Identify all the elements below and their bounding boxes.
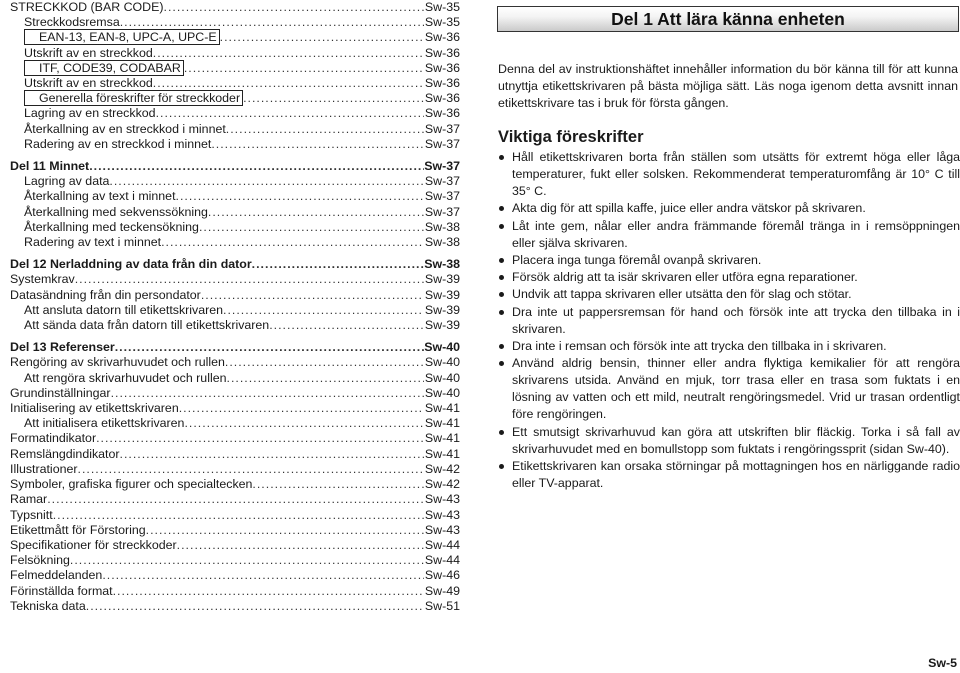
toc-entry bbox=[10, 189, 460, 204]
toc-dot-leader bbox=[208, 205, 424, 220]
toc-page-ref: Sw-41 bbox=[424, 446, 460, 461]
toc-entry-title: Att sända data från datorn till etikettskrivaren bbox=[24, 318, 270, 333]
toc-entry bbox=[10, 584, 460, 599]
toc-entry-title: Datasändning från din persondator bbox=[10, 287, 201, 302]
chapter-title: Del 1 Att lära känna enheten bbox=[611, 8, 845, 29]
toc-entry bbox=[10, 205, 460, 220]
toc-entry-title: Systemkrav bbox=[10, 272, 75, 287]
precaution-item: Ett smutsigt skrivarhuvud kan göra att utskriften blir fläckig. Torka i så fall av skrivarhuvudet med en bomullstopp som fuktats i rengöringssprit (sidan Sw-40). bbox=[498, 424, 960, 458]
toc-page-ref: Sw-44 bbox=[424, 553, 460, 568]
toc-entry bbox=[10, 220, 460, 235]
toc-entry-title bbox=[10, 91, 243, 106]
toc-entry-title: Remslängdindikator bbox=[10, 446, 120, 461]
toc-page-ref: Sw-37 bbox=[424, 159, 460, 174]
toc-dot-leader bbox=[153, 46, 424, 61]
toc-entry-title: Specifikationer för streckkoder bbox=[10, 537, 177, 552]
toc-page-ref: Sw-44 bbox=[424, 537, 460, 552]
toc-entry bbox=[10, 46, 460, 61]
toc-dot-leader bbox=[269, 318, 424, 333]
toc-page-ref: Sw-36 bbox=[424, 76, 460, 91]
toc-entry-title: Felmeddelanden bbox=[10, 568, 103, 583]
toc-page-ref: Sw-43 bbox=[424, 522, 460, 537]
toc-page-ref: Sw-40 bbox=[424, 370, 460, 385]
precaution-item: Låt inte gem, nålar eller andra främmande föremål tränga in i remsöppningen eller själva skrivaren. bbox=[498, 218, 960, 252]
toc-page-ref: Sw-38 bbox=[424, 235, 460, 250]
toc-dot-leader bbox=[89, 159, 424, 174]
toc-entry-title bbox=[10, 30, 220, 45]
toc-entry-title: Återkallning med teckensökning bbox=[24, 219, 199, 234]
toc-entry bbox=[10, 553, 460, 568]
toc-page-ref: Sw-37 bbox=[424, 121, 460, 136]
toc-dot-leader bbox=[153, 76, 424, 91]
toc-entry-title: Förinställda format bbox=[10, 583, 113, 598]
toc-entry bbox=[10, 235, 460, 250]
toc-entry-title: Att rengöra skrivarhuvudet och rullen bbox=[24, 370, 227, 385]
toc-entry bbox=[10, 523, 460, 538]
toc-entry-label: ITF, CODE39, CODABAR bbox=[24, 60, 184, 76]
toc-page-ref: Sw-49 bbox=[424, 583, 460, 598]
toc-entry bbox=[10, 462, 460, 477]
toc-page-ref: Sw-37 bbox=[424, 174, 460, 189]
toc-entry-title: Radering av en streckkod i minnet bbox=[24, 136, 212, 151]
toc-dot-leader bbox=[164, 0, 424, 15]
toc-dot-leader bbox=[161, 235, 424, 250]
precaution-item: Akta dig för att spilla kaffe, juice eller andra vätskor på skrivaren. bbox=[498, 200, 960, 217]
toc-entry-title: Ramar bbox=[10, 492, 48, 507]
toc-entry-title: Utskrift av en streckkod bbox=[24, 76, 153, 91]
toc-entry-title: Utskrift av en streckkod bbox=[24, 45, 153, 60]
toc-page-ref: Sw-43 bbox=[424, 492, 460, 507]
toc-dot-leader bbox=[96, 431, 424, 446]
toc-dot-leader bbox=[146, 523, 424, 538]
toc-entry bbox=[10, 303, 460, 318]
toc-entry bbox=[10, 568, 460, 583]
toc-page-ref: Sw-36 bbox=[424, 30, 460, 45]
toc-entry bbox=[10, 122, 460, 137]
toc-dot-leader bbox=[201, 288, 424, 303]
toc-entry-title: Lagring av data bbox=[24, 174, 110, 189]
toc-entry-title: Formatindikator bbox=[10, 431, 97, 446]
precaution-item: Undvik att tappa skrivaren eller utsätta den för slag och stötar. bbox=[498, 286, 960, 303]
precaution-item: Försök aldrig att ta isär skrivaren eller utföra egna reparationer. bbox=[498, 269, 960, 286]
precaution-item: Etikettskrivaren kan orsaka störningar på mottagningen hos en närliggande radio eller TV-apparat. bbox=[498, 458, 960, 492]
toc-dot-leader bbox=[176, 189, 424, 204]
toc-entry-title bbox=[10, 61, 184, 76]
toc-entry bbox=[10, 477, 460, 492]
toc-entry bbox=[10, 272, 460, 287]
section-heading: Viktiga föreskrifter bbox=[498, 128, 644, 146]
toc-page-ref: Sw-36 bbox=[424, 91, 460, 106]
toc-entry-title: Initialisering av etikettskrivaren bbox=[10, 401, 179, 416]
toc-dot-leader bbox=[252, 477, 424, 492]
toc-heading bbox=[10, 159, 460, 174]
toc-entry-label: Generella föreskrifter för streckkoder bbox=[24, 90, 243, 106]
toc-entry bbox=[10, 137, 460, 152]
toc-entry-title: Återkallning med sekvenssökning bbox=[24, 204, 208, 219]
toc-entry-title: Tekniska data bbox=[10, 598, 86, 613]
precaution-item: Placera inga tunga föremål ovanpå skrivaren. bbox=[498, 252, 960, 269]
toc-dot-leader bbox=[199, 220, 424, 235]
toc-dot-leader bbox=[115, 340, 424, 355]
toc-page-ref: Sw-38 bbox=[424, 219, 460, 234]
toc-page-ref: Sw-39 bbox=[424, 302, 460, 317]
toc-dot-leader bbox=[252, 257, 424, 272]
toc-dot-leader bbox=[177, 538, 424, 553]
toc-page-ref: Sw-39 bbox=[424, 272, 460, 287]
toc-dot-leader bbox=[78, 462, 425, 477]
toc-entry bbox=[10, 416, 460, 431]
toc-page-ref: Sw-39 bbox=[424, 318, 460, 333]
toc-dot-leader bbox=[47, 492, 424, 507]
toc-entry-title: Återkallning av en streckkod i minnet bbox=[24, 121, 226, 136]
toc-entry-title: Symboler, grafiska figurer och specialtecken bbox=[10, 477, 253, 492]
precaution-item: Dra inte i remsan och försök inte att trycka den tillbaka in i skrivaren. bbox=[498, 338, 960, 355]
toc-entry bbox=[10, 15, 460, 30]
toc-page-ref: Sw-36 bbox=[424, 45, 460, 60]
toc-entry bbox=[10, 91, 460, 106]
toc-dot-leader bbox=[211, 137, 424, 152]
toc-page-ref: Sw-38 bbox=[424, 257, 460, 272]
toc-dot-leader bbox=[102, 568, 424, 583]
toc-entry bbox=[10, 386, 460, 401]
toc-page-ref: Sw-42 bbox=[424, 461, 460, 476]
toc-entry bbox=[10, 447, 460, 462]
toc-dot-leader bbox=[179, 401, 424, 416]
toc-page-ref: Sw-51 bbox=[424, 598, 460, 613]
toc-entry-title: Del 13 Referenser bbox=[10, 340, 115, 355]
toc-page-ref: Sw-35 bbox=[424, 0, 460, 14]
toc-dot-leader bbox=[109, 174, 424, 189]
table-of-contents bbox=[10, 0, 460, 614]
toc-entry bbox=[10, 431, 460, 446]
toc-entry-title: Att initialisera etikettskrivaren bbox=[24, 416, 185, 431]
toc-entry bbox=[10, 492, 460, 507]
toc-entry bbox=[10, 355, 460, 370]
toc-entry bbox=[10, 371, 460, 386]
toc-entry-title: Radering av text i minnet bbox=[24, 235, 162, 250]
toc-dot-leader bbox=[156, 106, 424, 121]
toc-entry bbox=[10, 538, 460, 553]
toc-entry-title: STRECKKOD (BAR CODE) bbox=[10, 0, 164, 14]
toc-entry bbox=[10, 174, 460, 189]
toc-dot-leader bbox=[86, 599, 424, 614]
toc-entry-title: Del 12 Nerladdning av data från din dator bbox=[10, 257, 252, 272]
toc-dot-leader bbox=[225, 355, 424, 370]
precaution-item: Dra inte ut pappersremsan för hand och försök inte att trycka den tillbaka in i skrivaren. bbox=[498, 304, 960, 338]
toc-entry-title: Felsökning bbox=[10, 553, 70, 568]
toc-page-ref: Sw-41 bbox=[424, 431, 460, 446]
toc-entry-title: Rengöring av skrivarhuvudet och rullen bbox=[10, 355, 225, 370]
toc-entry-title: Återkallning av text i minnet bbox=[24, 189, 176, 204]
toc-page-ref: Sw-40 bbox=[424, 340, 460, 355]
toc-page-ref: Sw-36 bbox=[424, 106, 460, 121]
toc-heading bbox=[10, 340, 460, 355]
toc-dot-leader bbox=[120, 15, 424, 30]
toc-page-ref: Sw-37 bbox=[424, 136, 460, 151]
precautions-list bbox=[498, 149, 960, 492]
toc-dot-leader bbox=[227, 371, 425, 386]
toc-page-ref: Sw-46 bbox=[424, 568, 460, 583]
toc-page-ref: Sw-40 bbox=[424, 385, 460, 400]
precaution-item: Använd aldrig bensin, thinner eller andra flyktiga kemikalier för att rengöra skrivarens utsida. Använd en mjuk, torr trasa eller en trasa som fuktats i en lösning av vatten och ett mild, neutralt rengöringsmedel. Vrid ur trasan ordentligt före rengöringen. bbox=[498, 355, 960, 423]
toc-entry bbox=[10, 318, 460, 333]
toc-dot-leader bbox=[223, 303, 424, 318]
page-number: Sw-5 bbox=[928, 656, 957, 670]
toc-dot-leader bbox=[226, 122, 424, 137]
toc-dot-leader bbox=[243, 91, 424, 106]
toc-page-ref: Sw-41 bbox=[424, 401, 460, 416]
toc-dot-leader bbox=[75, 272, 424, 287]
chapter-title-banner bbox=[497, 6, 959, 32]
toc-entry bbox=[10, 0, 460, 15]
toc-page-ref: Sw-37 bbox=[424, 189, 460, 204]
toc-dot-leader bbox=[111, 386, 424, 401]
toc-entry-title: Lagring av en streckkod bbox=[24, 106, 156, 121]
toc-entry bbox=[10, 401, 460, 416]
toc-dot-leader bbox=[120, 447, 424, 462]
precaution-item: Håll etikettskrivaren borta från ställen som utsätts för extremt höga eller låga temperaturer, fukt eller solsken. Rekommenderat temperaturomfång är 10° C till 35° C. bbox=[498, 149, 960, 200]
toc-page-ref: Sw-37 bbox=[424, 204, 460, 219]
toc-entry-title: Grundinställningar bbox=[10, 385, 111, 400]
toc-heading bbox=[10, 257, 460, 272]
toc-entry bbox=[10, 599, 460, 614]
toc-entry bbox=[10, 288, 460, 303]
toc-page-ref: Sw-42 bbox=[424, 477, 460, 492]
toc-entry-title: Att ansluta datorn till etikettskrivaren bbox=[24, 302, 224, 317]
toc-dot-leader bbox=[113, 584, 424, 599]
toc-dot-leader bbox=[184, 416, 424, 431]
toc-entry-title: Typsnitt bbox=[10, 507, 53, 522]
toc-entry bbox=[10, 30, 460, 45]
toc-dot-leader bbox=[220, 30, 424, 45]
toc-entry-title: Del 11 Minnet bbox=[10, 159, 90, 174]
toc-page-ref: Sw-43 bbox=[424, 507, 460, 522]
toc-entry-label: EAN-13, EAN-8, UPC-A, UPC-E bbox=[24, 29, 220, 45]
toc-page-ref: Sw-35 bbox=[424, 15, 460, 30]
toc-dot-leader bbox=[70, 553, 424, 568]
toc-page-ref: Sw-41 bbox=[424, 416, 460, 431]
toc-entry-title: Illustrationer bbox=[10, 461, 78, 476]
toc-entry bbox=[10, 508, 460, 523]
toc-page-ref: Sw-39 bbox=[424, 287, 460, 302]
toc-entry bbox=[10, 61, 460, 76]
intro-paragraph: Denna del av instruktionshäftet innehåller information du bör känna till för att kunna utnyttja etikettskrivaren på bästa möjliga sätt. Läs noga igenom detta avsnitt innan etikettskrivare tas i bruk för första gången. bbox=[498, 62, 958, 110]
toc-dot-leader bbox=[184, 61, 424, 76]
toc-entry-title: Streckkodsremsa bbox=[24, 15, 120, 30]
toc-page-ref: Sw-36 bbox=[424, 60, 460, 75]
toc-dot-leader bbox=[53, 508, 424, 523]
toc-entry bbox=[10, 76, 460, 91]
toc-entry bbox=[10, 106, 460, 121]
toc-page-ref: Sw-40 bbox=[424, 355, 460, 370]
toc-entry-title: Etikettmått för Förstoring bbox=[10, 522, 146, 537]
